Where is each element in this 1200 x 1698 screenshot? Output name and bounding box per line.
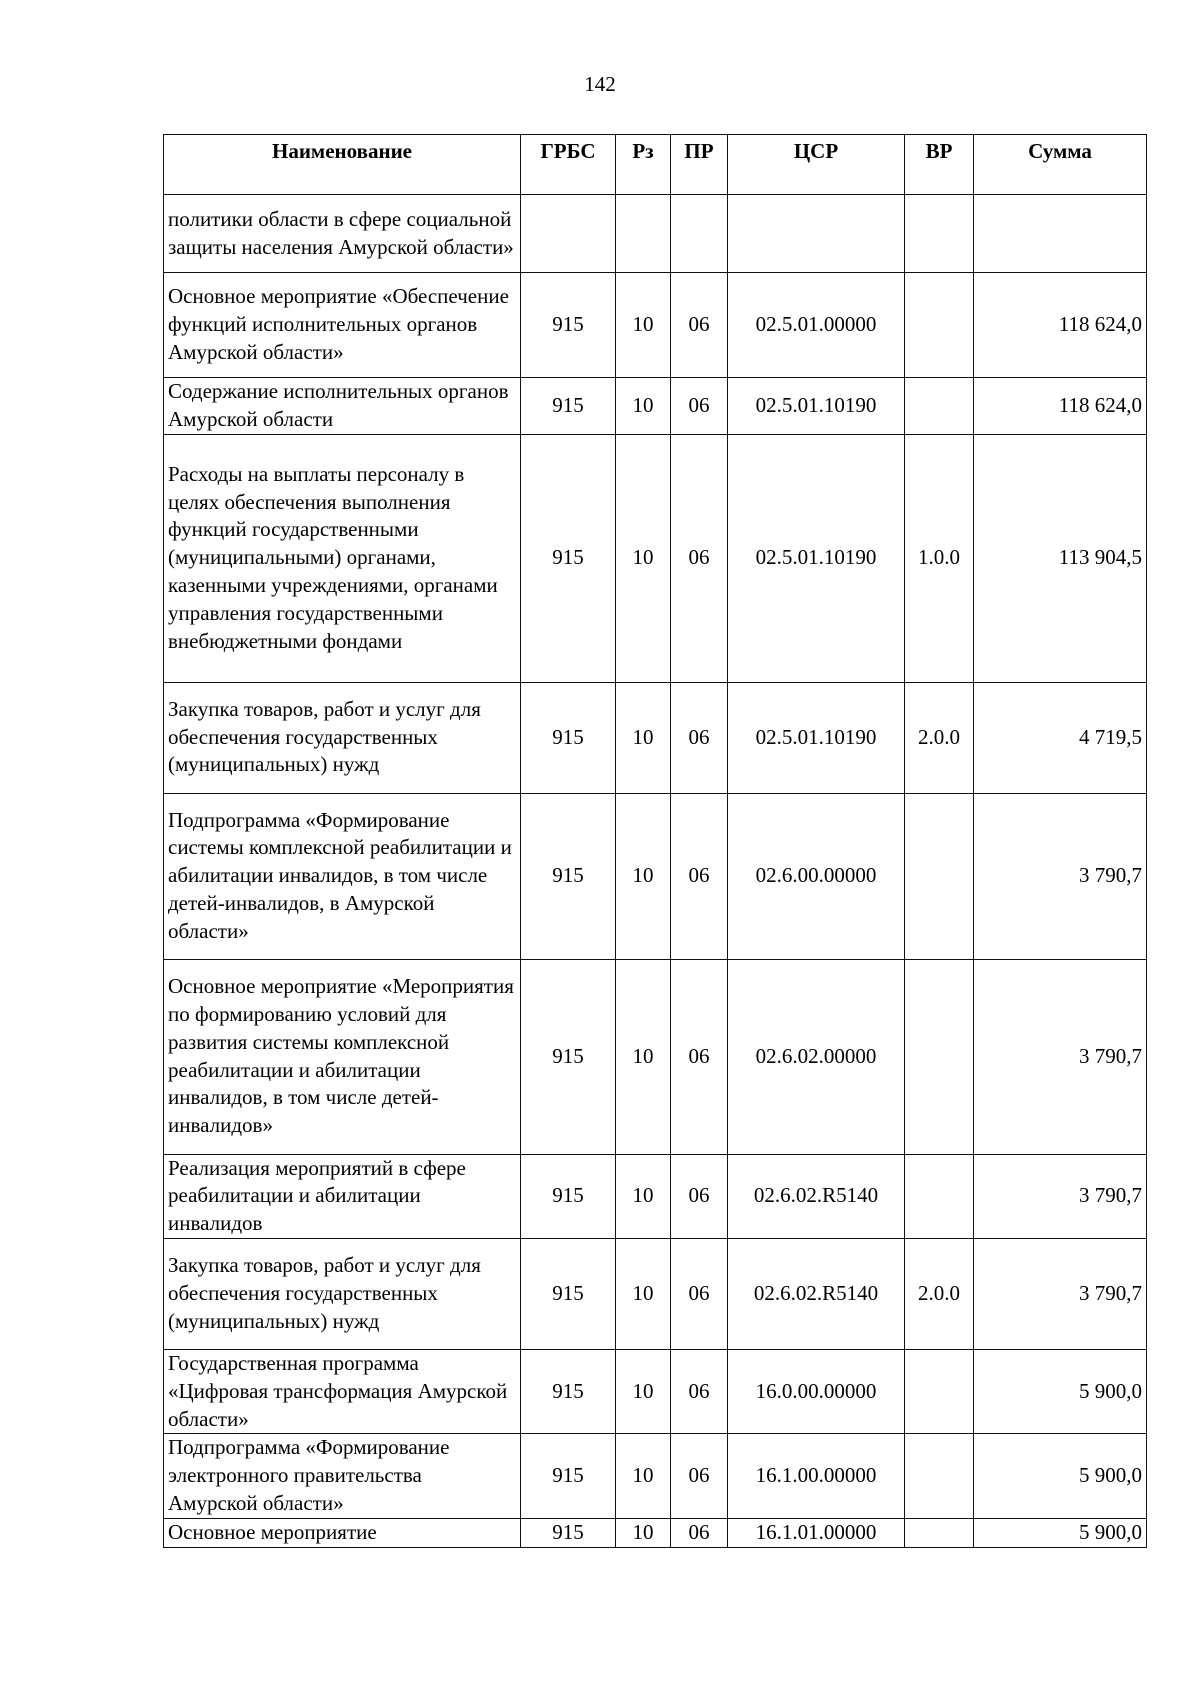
row-csr: 02.5.01.10190 (728, 682, 905, 793)
row-grbs (521, 195, 616, 273)
row-pr: 06 (671, 1434, 728, 1518)
row-csr: 16.0.00.00000 (728, 1349, 905, 1433)
row-csr: 16.1.00.00000 (728, 1434, 905, 1518)
row-name: Основное мероприятие (164, 1518, 521, 1547)
row-grbs: 915 (521, 1434, 616, 1518)
row-rz: 10 (616, 793, 671, 959)
table-row (164, 793, 1147, 959)
row-sum: 5 900,0 (974, 1434, 1147, 1518)
row-pr: 06 (671, 1349, 728, 1433)
row-csr: 16.1.01.00000 (728, 1518, 905, 1547)
row-vr (905, 273, 974, 378)
row-vr (905, 195, 974, 273)
row-grbs: 915 (521, 378, 616, 435)
row-vr (905, 378, 974, 435)
header-csr: ЦСР (728, 135, 905, 195)
row-name: Подпрограмма «Формирование электронного правительства Амурской области» (164, 1434, 521, 1518)
row-name: Подпрограмма «Формирование системы комплексной реабилитации и абилитации инвалидов, в том числе детей-инвалидов, в Амурской области» (164, 793, 521, 959)
row-rz: 10 (616, 1349, 671, 1433)
row-grbs: 915 (521, 1349, 616, 1433)
row-sum: 3 790,7 (974, 959, 1147, 1154)
row-csr: 02.5.01.10190 (728, 434, 905, 682)
row-rz: 10 (616, 682, 671, 793)
row-sum: 113 904,5 (974, 434, 1147, 682)
row-sum (974, 195, 1147, 273)
row-grbs: 915 (521, 793, 616, 959)
row-vr (905, 1349, 974, 1433)
row-sum: 3 790,7 (974, 1238, 1147, 1349)
row-name: Закупка товаров, работ и услуг для обеспечения государственных (муниципальных) нужд (164, 1238, 521, 1349)
table-row (164, 378, 1147, 435)
row-csr: 02.6.02.R5140 (728, 1154, 905, 1238)
row-sum: 3 790,7 (974, 1154, 1147, 1238)
row-name: Закупка товаров, работ и услуг для обеспечения государственных (муниципальных) нужд (164, 682, 521, 793)
table-header-row (164, 135, 1147, 195)
row-vr: 2.0.0 (905, 682, 974, 793)
row-csr: 02.5.01.10190 (728, 378, 905, 435)
row-sum: 4 719,5 (974, 682, 1147, 793)
table-row (164, 1154, 1147, 1238)
row-csr: 02.6.02.00000 (728, 959, 905, 1154)
row-grbs: 915 (521, 273, 616, 378)
row-pr: 06 (671, 434, 728, 682)
row-csr: 02.5.01.00000 (728, 273, 905, 378)
row-grbs: 915 (521, 959, 616, 1154)
row-grbs: 915 (521, 1154, 616, 1238)
row-csr: 02.6.02.R5140 (728, 1238, 905, 1349)
header-name: Наименование (164, 135, 521, 195)
row-pr: 06 (671, 959, 728, 1154)
table-row (164, 195, 1147, 273)
row-vr (905, 1434, 974, 1518)
row-pr (671, 195, 728, 273)
row-rz: 10 (616, 1434, 671, 1518)
row-pr: 06 (671, 1238, 728, 1349)
row-name: Расходы на выплаты персоналу в целях обеспечения выполнения функций государственными (муниципальными) органами, казенными учреждениями, органами управления государственными внебюджетными фондами (164, 434, 521, 682)
row-vr (905, 793, 974, 959)
row-vr (905, 1518, 974, 1547)
page-number: 142 (584, 72, 616, 96)
row-grbs: 915 (521, 682, 616, 793)
header-rz: Рз (616, 135, 671, 195)
row-rz: 10 (616, 1154, 671, 1238)
row-vr: 1.0.0 (905, 434, 974, 682)
table-row (164, 682, 1147, 793)
table-row (164, 959, 1147, 1154)
row-pr: 06 (671, 793, 728, 959)
row-pr: 06 (671, 682, 728, 793)
row-vr (905, 1154, 974, 1238)
row-sum: 118 624,0 (974, 273, 1147, 378)
row-pr: 06 (671, 378, 728, 435)
row-csr (728, 195, 905, 273)
header-sum: Сумма (974, 135, 1147, 195)
table-row (164, 1518, 1147, 1547)
table-row (164, 1434, 1147, 1518)
row-grbs: 915 (521, 434, 616, 682)
row-grbs: 915 (521, 1238, 616, 1349)
row-name: политики области в сфере социальной защиты населения Амурской области» (164, 195, 521, 273)
row-csr: 02.6.00.00000 (728, 793, 905, 959)
row-name: Основное мероприятие «Мероприятия по формированию условий для развития системы комплексной реабилитации и абилитации инвалидов, в том числе детей-инвалидов» (164, 959, 521, 1154)
row-rz (616, 195, 671, 273)
row-sum: 5 900,0 (974, 1349, 1147, 1433)
row-rz: 10 (616, 1238, 671, 1349)
row-sum: 118 624,0 (974, 378, 1147, 435)
row-rz: 10 (616, 1518, 671, 1547)
row-rz: 10 (616, 273, 671, 378)
header-vr: ВР (905, 135, 974, 195)
row-name: Содержание исполнительных органов Амурской области (164, 378, 521, 435)
row-vr: 2.0.0 (905, 1238, 974, 1349)
header-pr: ПР (671, 135, 728, 195)
budget-table (163, 134, 1147, 1548)
row-vr (905, 959, 974, 1154)
row-rz: 10 (616, 959, 671, 1154)
table-row (164, 273, 1147, 378)
row-pr: 06 (671, 1518, 728, 1547)
row-name: Государственная программа «Цифровая трансформация Амурской области» (164, 1349, 521, 1433)
row-name: Основное мероприятие «Обеспечение функций исполнительных органов Амурской области» (164, 273, 521, 378)
row-sum: 5 900,0 (974, 1518, 1147, 1547)
row-rz: 10 (616, 434, 671, 682)
row-pr: 06 (671, 273, 728, 378)
header-grbs: ГРБС (521, 135, 616, 195)
table-row (164, 1238, 1147, 1349)
row-grbs: 915 (521, 1518, 616, 1547)
table-row (164, 434, 1147, 682)
row-name: Реализация мероприятий в сфере реабилитации и абилитации инвалидов (164, 1154, 521, 1238)
row-pr: 06 (671, 1154, 728, 1238)
row-rz: 10 (616, 378, 671, 435)
row-sum: 3 790,7 (974, 793, 1147, 959)
table-row (164, 1349, 1147, 1433)
